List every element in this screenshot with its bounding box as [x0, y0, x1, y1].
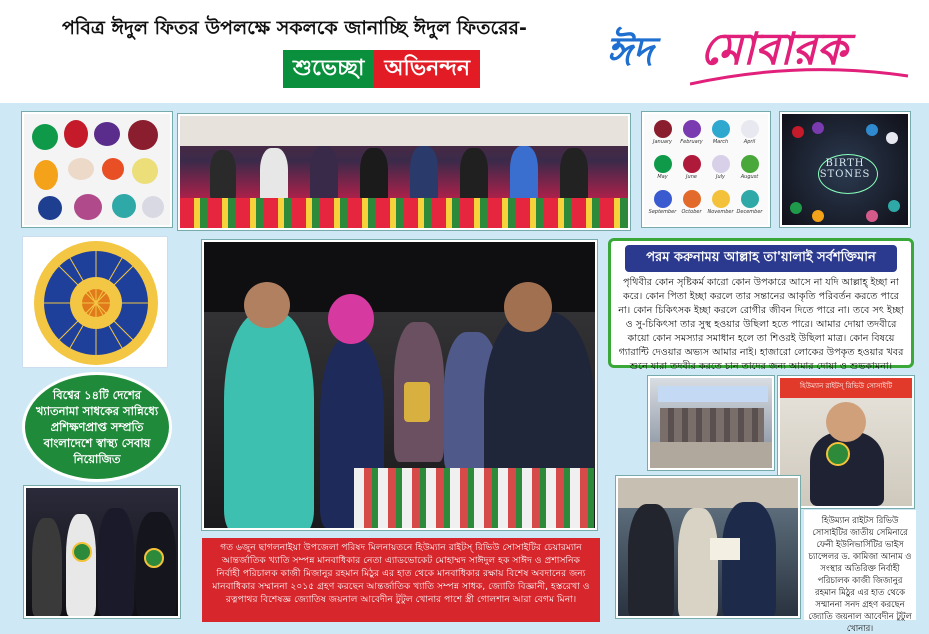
gem-month-label: December: [736, 209, 763, 215]
gem-month-label: January: [653, 139, 672, 145]
greeting-banner: [283, 50, 480, 88]
greeting-green: শুভেচ্ছা: [283, 50, 374, 88]
eid-swoosh-icon: [690, 66, 910, 90]
eid-mubarak-logo: [600, 6, 920, 96]
gem-month-cell: [735, 118, 764, 153]
certificate-photo: [616, 476, 800, 618]
gem-month-label: September: [648, 209, 677, 215]
gem-icon: [712, 120, 730, 138]
greeting-red: অভিনন্দন: [374, 50, 480, 88]
zodiac-wheel-image: [22, 236, 168, 368]
gemstones-photo: [22, 112, 172, 227]
gem-month-cell: [677, 153, 706, 188]
eid-word-2: মোবারক: [700, 24, 848, 75]
gem-icon: [712, 190, 730, 208]
birthstones-title-1: BIRTH: [825, 158, 865, 169]
quote-text: পৃথিবীর কোন সৃষ্টিকর্ম কারো কোন উপকারে আসে না যদি আল্লাহ্‌ ইচ্ছা না করে। কোন পিতা ইচ্ছা করলে তার সন্তানের আকৃতি পরিবর্তন করতে পারে না। কোন চিকিৎসক ইচ্ছা করলে রোগীর জীবন দিতে পারে না। তবে সৎ ইচ্ছা ও সু-চিকিৎসা তার সুস্থ হওয়ার উছিলা হতে পারে। আমার দোয়া তদবীরে কায়ো কোন সমস্যার সমাধান হলে তা শিওরই উছিলা মাত্র। কোন বিষয়ে গ্যারান্টি দেওয়ার অভ্যস আমার নাই। হাজারো লোকের উপকৃত হওয়ার খবর শুনে যারা তদবীর করতে চান তাদের জন্য আমার দোয়া ও শুভকামনা।: [618, 277, 904, 372]
banner-small: হিউম্যান রাইটস্‌ রিভিউ সোসাইটি: [799, 382, 893, 390]
zodiac-wheel-icon: [23, 237, 169, 369]
gem-icon: [683, 120, 701, 138]
gem-month-cell: [735, 153, 764, 188]
gem-month-cell: [677, 118, 706, 153]
birthstones-panel: [780, 112, 910, 227]
gem-month-cell: [677, 188, 706, 223]
gem-icon: [654, 155, 672, 173]
birthstones-title-2: STONES: [819, 169, 871, 180]
gem-month-label: April: [743, 139, 756, 145]
stage-photo-bottom-left: [24, 486, 180, 618]
header: [0, 0, 929, 103]
gem-icon: [683, 190, 701, 208]
gem-icon: [654, 120, 672, 138]
gem-icon: [654, 190, 672, 208]
gem-month-label: July: [716, 174, 725, 180]
gem-icon: [712, 155, 730, 173]
main-award-photo: [202, 240, 597, 530]
gem-month-chart: [642, 112, 770, 227]
gem-month-label: November: [707, 209, 734, 215]
quote-box: [608, 238, 914, 372]
event-stage-photo: [178, 114, 630, 230]
gem-month-cell: [648, 153, 677, 188]
gem-month-label: May: [657, 174, 668, 180]
gem-month-cell: [648, 188, 677, 223]
gem-icon: [741, 120, 759, 138]
gem-month-cell: [648, 118, 677, 153]
eid-word-1: ঈদ: [606, 29, 654, 75]
bottom-caption: গত ৬জুন ছাগলনাইয়া উপজেলা পরিষদ মিলনায়তনে হিউম্যান রাইটস্‌ রিভিউ সোসাইটির চেয়ারম্যান আন্তর্জাতিক খ্যাতি সম্পন্ন মানবাধিকার নেতা এ্যাডভোকেট মোহাম্মদ সাঈদুল হক সাঈদ ও প্রশাসনিক নির্বাহী পরিচালক কাজী মিজানুর রহমান মিঠুর এর হাত থেকে মানবাধিকার রক্ষায় বিশেষ অবদানের জন্য মানবাধিকার সম্মাননা ২০১৫ গ্রহণ করছেন আন্তর্জাতিক খ্যাতি সম্পন্ন সাধক, জ্যোতি বিজ্ঞানী, হস্তরেখা ও রত্নপাথর বিশেষজ্ঞ জ্যোতিষ জয়নাল আবেদীন টুটুল খোনার পাশে স্ত্রী গোলশান আরা বেগম মিনা।: [202, 538, 600, 622]
gem-month-cell: [706, 153, 735, 188]
headline: পবিত্র ঈদুল ফিতর উপলক্ষে সকলকে জানাচ্ছি ঈদুল ফিতরের-: [62, 17, 527, 39]
quote-title: পরম করুনাময় আল্লাহ তা'য়ালাই সর্বশক্তিমান: [625, 245, 897, 272]
seminar-photo: [648, 376, 774, 470]
gem-month-label: August: [740, 174, 759, 180]
gem-month-label: March: [712, 139, 729, 145]
gem-month-cell: [706, 118, 735, 153]
gem-month-cell: [735, 188, 764, 223]
gem-month-label: June: [686, 174, 697, 180]
gem-icon: [741, 155, 759, 173]
gem-month-label: October: [681, 209, 702, 215]
gem-month-label: February: [680, 139, 703, 145]
gem-month-cell: [706, 188, 735, 223]
oval-badge: বিশ্বের ১৪টি দেশের খ্যাতনামা সাধকের সান্নিধ্যে প্রশিক্ষণপ্রাপ্ত সম্প্রতি বাংলাদেশে স্বাস্থ্য সেবায় নিয়োজিত: [22, 372, 172, 482]
gem-icon: [741, 190, 759, 208]
side-caption: হিউম্যান রাইটস রিভিউ সোসাইটির জাতীয় সেমিনারে ফেনী ইউনিভার্সিটির ভাইস চ্যান্সেলর ড. কামিজা আনাম ও সংস্থার অতিরিক্ত নির্বাহী পরিচালক কাজী জিজানুর রহমান মিঠুর এর হাত থেকে সম্মাননা সনদ গ্রহণ করছেন জ্যোতি জয়নাল আবেদীন টুটুল খোনার।: [804, 510, 916, 620]
gem-icon: [683, 155, 701, 173]
